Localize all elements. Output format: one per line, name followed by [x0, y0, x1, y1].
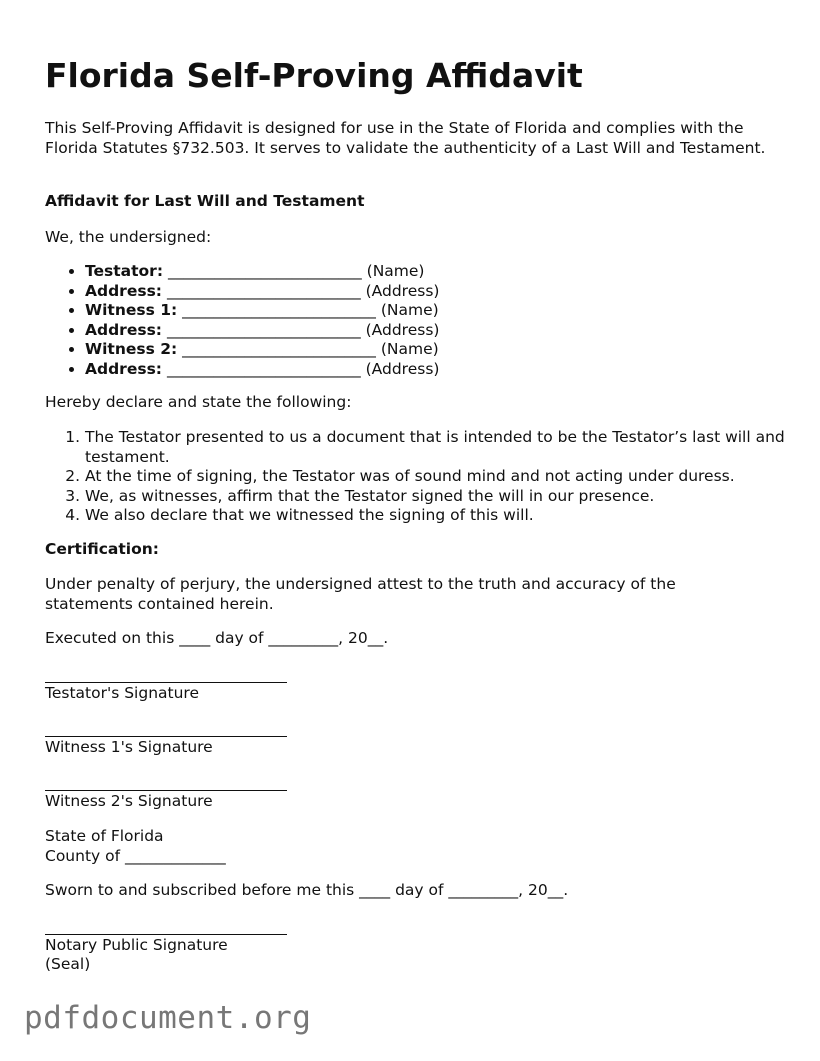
witness2-signature-label: Witness 2's Signature	[45, 792, 213, 810]
list-item: 2. At the time of signing, the Testator was of sound mind and not acting under duress.	[85, 467, 785, 487]
list-item-witness2: • Witness 2: _________________________ (Name)	[85, 340, 439, 360]
certification-text: Under penalty of perjury, the undersigned attest to the truth and accuracy of the statements contained herein.	[45, 575, 676, 613]
affidavit-heading: Affidavit for Last Will and Testament	[45, 192, 365, 210]
sworn-line: Sworn to and subscribed before me this ____ day of _________, 20__.	[45, 881, 569, 899]
list-item-testator: • Testator: _________________________ (Name)	[85, 262, 439, 282]
we-undersigned-text: We, the undersigned:	[45, 228, 212, 246]
witness1-signature-label: Witness 1's Signature	[45, 738, 213, 756]
intro-paragraph: This Self-Proving Affidavit is designed for use in the State of Florida and complies with the Florida Statutes §732.503. It serves to validate the authenticity of a Last Will and Testament.	[45, 119, 766, 157]
watermark: pdfdocument.org	[24, 1000, 312, 1036]
blank-line: _________________________	[182, 301, 376, 319]
list-item: 1. The Testator presented to us a document that is intended to be the Testator’s last will and testament.	[85, 428, 785, 467]
list-item-witness2-address: • Address: _________________________ (Address)	[85, 360, 439, 380]
list-item: 3. We, as witnesses, affirm that the Testator signed the will in our presence.	[85, 487, 785, 507]
certification-heading: Certification:	[45, 540, 159, 558]
blank-line: _________________________	[166, 359, 361, 378]
parties-list	[45, 262, 439, 379]
list-item-testator-address: • Address: _________________________ (Address)	[85, 282, 439, 302]
blank-line: _________________________	[166, 281, 361, 300]
list-item: 4. We also declare that we witnessed the signing of this will.	[85, 506, 785, 526]
blank-line: _________________________	[182, 340, 376, 358]
list-item-witness1: • Witness 1: _________________________ (Name)	[85, 301, 439, 321]
blank-line: _________________________	[167, 262, 362, 280]
blank-line: _________________________	[166, 320, 361, 339]
page-title: Florida Self-Proving Affidavit	[45, 56, 583, 95]
signature-line-witness1	[45, 736, 287, 737]
county-line: County of _____________	[45, 847, 226, 865]
notary-signature-label: Notary Public Signature	[45, 936, 228, 954]
signature-line-witness2	[45, 790, 287, 791]
executed-line: Executed on this ____ day of _________, 20__.	[45, 629, 389, 647]
seal-label: (Seal)	[45, 955, 91, 973]
state-line: State of Florida	[45, 827, 164, 845]
declare-intro: Hereby declare and state the following:	[45, 393, 352, 411]
signature-line-testator	[45, 682, 287, 683]
testator-signature-label: Testator's Signature	[45, 684, 199, 702]
signature-line-notary	[45, 934, 287, 935]
list-item-witness1-address: • Address: _________________________ (Address)	[85, 321, 439, 341]
declarations-list	[45, 428, 785, 526]
